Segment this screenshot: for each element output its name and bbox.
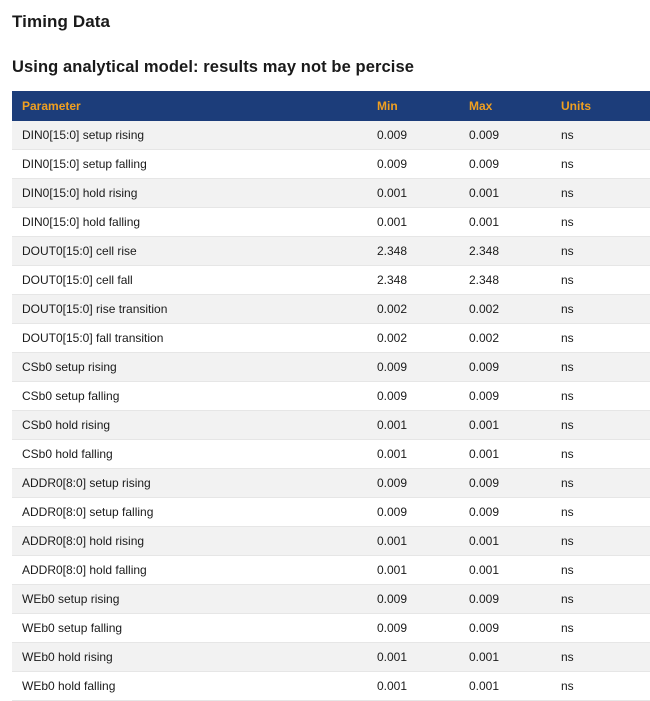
- table-cell: 0.001: [377, 411, 469, 440]
- table-cell: ns: [561, 208, 650, 237]
- table-cell: 0.009: [377, 353, 469, 382]
- column-header-parameter: Parameter: [12, 91, 377, 121]
- model-notice: Using analytical model: results may not be percise: [12, 58, 415, 76]
- table-cell: 0.009: [469, 614, 561, 643]
- table-cell: WEb0 setup falling: [12, 614, 377, 643]
- page-title: Timing Data: [12, 12, 111, 31]
- table-cell: 2.348: [377, 237, 469, 266]
- table-row: [12, 353, 650, 382]
- table-cell: 0.009: [469, 150, 561, 179]
- table-cell: 0.009: [377, 382, 469, 411]
- table-cell: 0.009: [377, 585, 469, 614]
- table-cell: ns: [561, 469, 650, 498]
- table-row: [12, 324, 650, 353]
- table-cell: 0.009: [469, 585, 561, 614]
- timing-data-table: [12, 91, 650, 701]
- table-cell: DIN0[15:0] setup falling: [12, 150, 377, 179]
- table-cell: ns: [561, 498, 650, 527]
- table-row: [12, 585, 650, 614]
- table-cell: ns: [561, 353, 650, 382]
- table-cell: 0.001: [469, 527, 561, 556]
- table-cell: 0.009: [377, 614, 469, 643]
- table-cell: 2.348: [469, 237, 561, 266]
- table-cell: 0.001: [377, 556, 469, 585]
- table-cell: ns: [561, 324, 650, 353]
- table-row: [12, 266, 650, 295]
- table-cell: DOUT0[15:0] fall transition: [12, 324, 377, 353]
- table-row: [12, 237, 650, 266]
- table-cell: DIN0[15:0] hold falling: [12, 208, 377, 237]
- table-header: [12, 91, 650, 121]
- table-cell: 2.348: [377, 266, 469, 295]
- table-cell: 0.002: [469, 324, 561, 353]
- table-cell: 0.009: [469, 469, 561, 498]
- table-cell: 0.009: [377, 150, 469, 179]
- table-cell: DIN0[15:0] setup rising: [12, 121, 377, 150]
- table-row: [12, 440, 650, 469]
- table-cell: CSb0 hold falling: [12, 440, 377, 469]
- table-cell: DIN0[15:0] hold rising: [12, 179, 377, 208]
- table-cell: ADDR0[8:0] setup rising: [12, 469, 377, 498]
- table-row: [12, 150, 650, 179]
- table-row: [12, 208, 650, 237]
- table-cell: ns: [561, 295, 650, 324]
- table-cell: ns: [561, 643, 650, 672]
- table-row: [12, 382, 650, 411]
- table-cell: ns: [561, 672, 650, 701]
- table-cell: ns: [561, 556, 650, 585]
- table-cell: DOUT0[15:0] rise transition: [12, 295, 377, 324]
- table-cell: ns: [561, 440, 650, 469]
- table-cell: 0.002: [469, 295, 561, 324]
- table-cell: 0.001: [469, 672, 561, 701]
- table-cell: 2.348: [469, 266, 561, 295]
- table-cell: ADDR0[8:0] setup falling: [12, 498, 377, 527]
- table-cell: 0.001: [377, 179, 469, 208]
- table-cell: ns: [561, 121, 650, 150]
- table-cell: 0.009: [469, 498, 561, 527]
- table-cell: ns: [561, 150, 650, 179]
- table-cell: ns: [561, 614, 650, 643]
- table-cell: 0.002: [377, 295, 469, 324]
- table-cell: ADDR0[8:0] hold rising: [12, 527, 377, 556]
- table-cell: ADDR0[8:0] hold falling: [12, 556, 377, 585]
- column-header-units: Units: [561, 91, 650, 121]
- table-cell: 0.001: [377, 672, 469, 701]
- table-cell: CSb0 setup falling: [12, 382, 377, 411]
- table-row: [12, 179, 650, 208]
- table-cell: ns: [561, 266, 650, 295]
- table-cell: 0.009: [469, 353, 561, 382]
- table-row: [12, 614, 650, 643]
- column-header-min: Min: [377, 91, 469, 121]
- table-cell: ns: [561, 382, 650, 411]
- table-row: [12, 295, 650, 324]
- table-row: [12, 411, 650, 440]
- table-cell: 0.001: [469, 208, 561, 237]
- table-cell: 0.009: [469, 121, 561, 150]
- table-cell: 0.009: [377, 121, 469, 150]
- table-cell: WEb0 hold falling: [12, 672, 377, 701]
- table-cell: 0.001: [469, 411, 561, 440]
- column-header-max: Max: [469, 91, 561, 121]
- table-cell: ns: [561, 179, 650, 208]
- table-cell: ns: [561, 411, 650, 440]
- table-row: [12, 672, 650, 701]
- table-cell: 0.001: [469, 643, 561, 672]
- table-cell: ns: [561, 527, 650, 556]
- table-cell: 0.001: [469, 179, 561, 208]
- table-cell: ns: [561, 585, 650, 614]
- table-cell: 0.001: [377, 208, 469, 237]
- table-cell: 0.009: [377, 469, 469, 498]
- table-body: [12, 121, 650, 701]
- table-cell: DOUT0[15:0] cell fall: [12, 266, 377, 295]
- table-cell: WEb0 hold rising: [12, 643, 377, 672]
- table-row: [12, 469, 650, 498]
- table-header-row: [12, 91, 650, 121]
- table-cell: ns: [561, 237, 650, 266]
- table-cell: 0.002: [377, 324, 469, 353]
- table-row: [12, 556, 650, 585]
- table-cell: 0.009: [377, 498, 469, 527]
- table-cell: CSb0 hold rising: [12, 411, 377, 440]
- table-row: [12, 527, 650, 556]
- table-cell: CSb0 setup rising: [12, 353, 377, 382]
- table-row: [12, 121, 650, 150]
- table-cell: WEb0 setup rising: [12, 585, 377, 614]
- table-row: [12, 643, 650, 672]
- table-cell: 0.001: [377, 527, 469, 556]
- table-cell: 0.001: [377, 643, 469, 672]
- table-cell: 0.009: [469, 382, 561, 411]
- table-row: [12, 498, 650, 527]
- table-cell: 0.001: [469, 440, 561, 469]
- table-cell: 0.001: [377, 440, 469, 469]
- table-cell: DOUT0[15:0] cell rise: [12, 237, 377, 266]
- table-cell: 0.001: [469, 556, 561, 585]
